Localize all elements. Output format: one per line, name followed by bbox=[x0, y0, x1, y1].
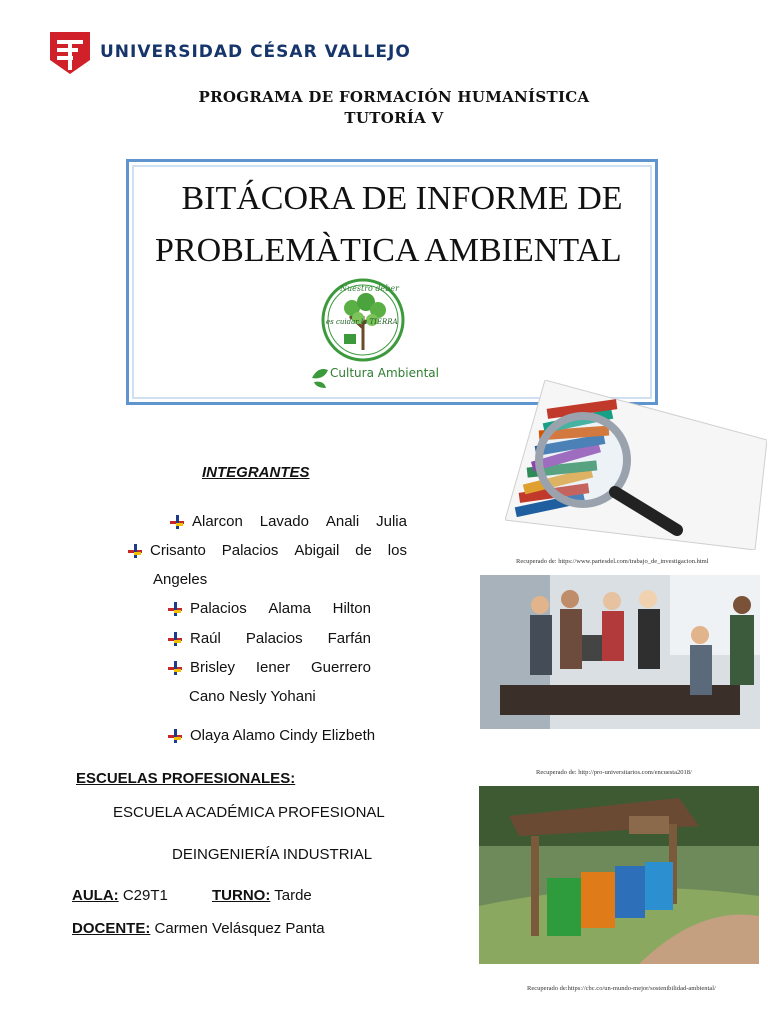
caption-team: Recuperado de: http://pro-universitarios.com/encuesta2018/ bbox=[536, 769, 692, 776]
title-line-1: BITÁCORA DE INFORME DE bbox=[181, 180, 623, 217]
bullet-icon bbox=[168, 632, 182, 646]
caption-books: Recuperado de: https://www.partesdel.com/trabajo_de_investigacion.html bbox=[516, 558, 709, 565]
program-subtitle: TUTORÍA V bbox=[344, 109, 444, 127]
cultura-ambiental-emblem bbox=[300, 278, 439, 390]
member-3-word: Hilton bbox=[332, 600, 371, 617]
team-meeting-image bbox=[480, 575, 760, 729]
bullet-icon bbox=[168, 602, 182, 616]
member-2-word: Palacios bbox=[221, 542, 279, 559]
member-2-word: de bbox=[355, 542, 372, 559]
emblem-brand: Cultura Ambiental bbox=[330, 366, 439, 380]
title-line-2: PROBLEMÀTICA AMBIENTAL bbox=[155, 232, 622, 269]
member-6-name: Olaya Alamo Cindy Elizbeth bbox=[190, 727, 376, 744]
member-5-word: Guerrero bbox=[310, 659, 371, 676]
member-4-word: Raúl bbox=[190, 630, 221, 647]
member-6 bbox=[168, 727, 375, 744]
integrantes-heading: INTEGRANTES bbox=[202, 464, 310, 481]
caption-bins: Recuperado de:https://cbc.co/un-mundo-mejor/sostenibilidad-ambiental/ bbox=[527, 985, 716, 992]
aula-label: AULA: bbox=[72, 887, 119, 904]
docente-label: DOCENTE: bbox=[72, 920, 151, 937]
emblem-arc-text: Nuestro deber bbox=[340, 284, 399, 293]
aula-value: C29T1 bbox=[122, 887, 168, 904]
bullet-icon bbox=[170, 515, 184, 529]
recycling-bins-image bbox=[479, 786, 759, 964]
ucv-shield-icon bbox=[48, 30, 92, 76]
member-2 bbox=[128, 542, 407, 559]
member-2-continued: Angeles bbox=[153, 571, 208, 588]
member-1-word: Lavado bbox=[259, 513, 309, 530]
turno-value: Tarde bbox=[274, 887, 312, 904]
member-5-word: Brisley bbox=[190, 659, 236, 676]
member-4 bbox=[168, 630, 371, 647]
turno-row bbox=[212, 887, 312, 904]
member-5-continued: Cano Nesly Yohani bbox=[189, 688, 316, 705]
member-1-word: Julia bbox=[376, 513, 407, 530]
member-4-word: Farfán bbox=[327, 630, 371, 647]
escuelas-heading: ESCUELAS PROFESIONALES: bbox=[76, 770, 296, 787]
emblem-mid-text: es cuidar la TIERRA bbox=[326, 318, 398, 326]
books-magnifier-image bbox=[505, 380, 767, 550]
member-2-word: Crisanto bbox=[150, 542, 206, 559]
member-1-word: Alarcon bbox=[192, 513, 243, 530]
member-3 bbox=[168, 600, 371, 617]
program-title: PROGRAMA DE FORMACIÓN HUMANÍSTICA bbox=[198, 88, 590, 106]
escuela-line-2: DEINGENIERÍA INDUSTRIAL bbox=[172, 846, 373, 863]
member-2-word: Abigail bbox=[294, 542, 340, 559]
member-3-word: Palacios bbox=[190, 600, 247, 617]
member-5 bbox=[168, 659, 371, 676]
docente-value: Carmen Velásquez Panta bbox=[154, 920, 325, 937]
university-name: UNIVERSIDAD CÉSAR VALLEJO bbox=[100, 42, 411, 62]
member-1-word: Anali bbox=[325, 513, 360, 530]
member-4-word: Palacios bbox=[245, 630, 303, 647]
aula-row bbox=[72, 887, 168, 904]
bullet-icon bbox=[128, 544, 142, 558]
bullet-icon bbox=[168, 661, 182, 675]
turno-label: TURNO: bbox=[212, 887, 271, 904]
member-1 bbox=[170, 513, 407, 530]
bullet-icon bbox=[168, 729, 182, 743]
docente-row bbox=[72, 920, 325, 937]
member-5-word: Iener bbox=[255, 659, 291, 676]
escuela-line-1: ESCUELA ACADÉMICA PROFESIONAL bbox=[113, 804, 385, 821]
member-2-word: los bbox=[387, 542, 407, 559]
member-3-word: Alama bbox=[268, 600, 311, 617]
university-logo bbox=[48, 30, 411, 78]
